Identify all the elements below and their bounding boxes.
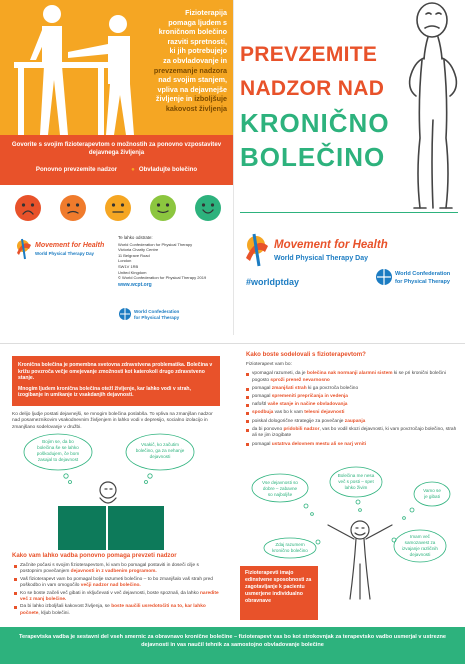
list-emphasis: naredite več z manj bolečine. <box>20 590 219 602</box>
list-emphasis: ustatrva delovnem mestu ali se narj vrniti <box>271 441 367 447</box>
talk-to-physio-box <box>0 135 233 185</box>
contact-line: World Confederation for Physical Therapy <box>118 241 193 247</box>
thought-text: Bolečina me nesa <box>337 473 375 478</box>
intro-line: ki jih potrebujejo <box>169 46 227 56</box>
wcpt-line: for Physical Therapy <box>134 315 180 320</box>
logo-title: Movement for Health <box>35 242 104 249</box>
thought-text: bolečina še se lahko <box>37 445 79 450</box>
physio-work-list <box>246 371 458 450</box>
list-emphasis: boste naučili usredotočiti na to, kar lahko počnete <box>20 604 206 616</box>
front-cover-panel <box>233 0 465 335</box>
contact-line: SW1V 1RB <box>118 263 139 269</box>
wcpt-line: for Physical Therapy <box>395 279 451 285</box>
title-line: BOLEČINO <box>240 142 386 172</box>
list-item <box>246 371 458 384</box>
thought-text: Zdaj razumem <box>275 542 305 547</box>
contact-section <box>0 225 233 335</box>
list-emphasis: spodbuja <box>252 410 274 416</box>
list-emphasis: dejavnosti in z vadbenim programom. <box>70 569 157 575</box>
footer-banner: Terapevtska vadba je sestavni del vseh smernic za obravnavo kronične bolečine – fizioterapevt vas bo kot strokovnjak za terapevtsko vadbo usmerjal v ustrezne dejavnosti in vas naučil tehnik za samostojno obvladovanje bolečine <box>0 627 465 664</box>
list-emphasis: zaupanja <box>344 418 366 424</box>
intro-line: Fizioterapija <box>185 8 227 17</box>
intro-highlight: kakovost življenja <box>165 103 227 113</box>
section-heading: Kako boste sodelovali s fizioterapevtom? <box>246 351 366 358</box>
list-text: pomagal <box>252 441 272 447</box>
thought-text: bolečino, ga za nehanje <box>135 448 185 453</box>
thought-text: Imam več <box>410 534 430 539</box>
thought-text: poškodujem, če bom <box>36 451 80 456</box>
intro-line: vpliva na dejavnejše <box>157 84 227 94</box>
thought-text: Vamo se <box>423 488 441 493</box>
website-link[interactable]: www.wcpt.org <box>118 281 152 288</box>
thought-text: lahko živim <box>344 485 368 490</box>
chronic-pain-info-box <box>12 356 220 406</box>
list-text: poiskal dologorične strategije za povečanje <box>252 418 345 424</box>
list-text: ki ga povzroča bolečino <box>306 385 359 391</box>
talk-to-physio-text: Govorite s svojim fizioterapevtom o možnostih za ponovno vzpostavitev dejavnega življenja <box>11 141 222 156</box>
list-item <box>14 577 222 590</box>
list-item <box>14 591 222 604</box>
thought-text: so najboljše <box>267 492 293 497</box>
intro-line: razviti spretnosti, <box>167 36 227 46</box>
list-item <box>14 563 222 576</box>
list-emphasis: zmanjšati strah <box>271 385 307 391</box>
list-item <box>14 604 222 617</box>
thought-text: Vsakič, ko začutim <box>140 442 180 447</box>
intro-line: pomaga ljudem s <box>168 17 227 27</box>
pain-scale-faces <box>8 193 228 223</box>
list-text: nafoštl <box>252 402 268 408</box>
list-emphasis: vaše stanje in načine obvladovanja <box>267 402 348 408</box>
list-item <box>246 427 458 440</box>
list-text: ki se pri kronični bolečini pogosto <box>252 371 446 383</box>
thought-text: dobre – zabavne <box>262 486 298 491</box>
contact-heading: Te lahko odstrate: <box>118 235 153 240</box>
face-icon <box>105 195 131 221</box>
physio-abilities-box: Fizioterapevti imajo edinstvene sposobnosti za zagotavljanje k pacientu usmerjene individualno obravnave <box>240 566 318 620</box>
intro-highlight: izboljšuje <box>194 94 227 104</box>
body-paragraph: Ko delijo ljudje postati dejavnejši, se mnogim bolečina poslabša. To vpliva na zmanjšan nadzor nad posameznikovim vsakodnevnim življenjem in lahko vodi v depresijo, socialno izolacijo in zmanjšano sodelovanje v družbi. <box>12 412 213 430</box>
info-paragraph: Mnogim ljudem kronična bolečina otežI življenje, kar lahko vodi v strah, izogibanje in umikanje iz vsakdanjih dejavnosti. <box>18 385 191 399</box>
face-icon <box>150 195 176 221</box>
options-row <box>0 166 233 173</box>
list-item <box>246 419 458 426</box>
list-item <box>246 402 458 409</box>
thought-text: kronično bolečino <box>272 548 308 553</box>
list-emphasis: telesni dejavnosti <box>304 410 345 416</box>
list-emphasis: bolečina nak normanji alarmni sistem <box>306 371 393 376</box>
list-text: Vaš fizioterapevt vam bo pomagal bolje razumeti bolečino – to bo zmanjšalo vaš strah pred poškodbo in vam omogočilo <box>20 576 213 589</box>
front-left-panel <box>0 0 233 335</box>
logo-title: Movement for Health <box>274 239 388 251</box>
option-label: Ponovno prevzemite nadzor <box>35 166 118 173</box>
list-item <box>246 386 458 393</box>
bullet-icon: ● <box>131 166 135 173</box>
face-icon <box>60 195 86 221</box>
list-item <box>246 442 458 449</box>
face-icon <box>195 195 221 221</box>
section-intro: Fizioterapevt vam bo: <box>246 362 292 367</box>
wcpt-line: World Confederation <box>134 309 180 314</box>
list-item <box>246 394 458 401</box>
intro-yellow-box <box>0 0 233 135</box>
list-text: pomagal <box>252 385 272 391</box>
thought-text: zasajal to dejavnost <box>37 457 79 462</box>
contact-line: © World Confederation for Physical Therapy 2019 <box>118 275 207 281</box>
hashtag: #worldptday <box>246 277 300 287</box>
cover-title <box>240 38 405 174</box>
movement-for-health-logo <box>14 235 104 263</box>
thought-text: dejavnosti <box>409 552 431 557</box>
list-text: Ko se boste začeli več gibati in vključevati v več dejavnosti, boste spoznali, da lahko <box>20 590 200 596</box>
option-label: Obvladujte bolečino <box>138 166 198 173</box>
list-text: vpomagal razumeti, da je <box>252 371 307 376</box>
intro-text <box>117 8 227 114</box>
option-item <box>127 166 197 173</box>
list-text: pomagal <box>252 393 272 399</box>
intro-line-part: življenje in <box>155 94 193 104</box>
section-heading: Kako vam lahko vadba ponovno pomaga prevzeti nadzor <box>12 552 177 559</box>
thought-text: je gibati <box>424 494 440 499</box>
contact-line: London <box>118 258 132 264</box>
list-emphasis: sproži prenež nevarnosno <box>270 377 330 383</box>
list-emphasis: pridobili nadzor <box>283 426 320 432</box>
wcpt-logo <box>374 262 462 292</box>
list-text: Da bi lahko izboljšali kakovost življenja, se <box>20 604 112 610</box>
thought-bubbles-left <box>10 432 225 552</box>
logo-subtitle: World Physical Therapy Day <box>274 255 369 262</box>
title-line: KRONIČNO <box>240 108 390 138</box>
title-line: PREVZEMITE <box>240 43 378 66</box>
thought-text: izvajanje različnih <box>401 546 439 551</box>
list-item <box>246 410 458 417</box>
thought-text: Bojim se, da bo <box>42 439 74 444</box>
inside-panel <box>0 343 465 664</box>
thought-text: samozavest za <box>404 540 436 545</box>
thought-text: dejavnosti <box>149 454 171 459</box>
thought-text: Vse dejavnosti so <box>261 480 299 485</box>
contact-text <box>118 235 228 288</box>
list-emphasis: spremeniti prepričanja in vedenja <box>271 393 348 399</box>
list-emphasis: večji nadzor nad bolečino. <box>80 583 141 589</box>
list-text: Začnite počasi s svojim fizioterapevtom, ki vam bo pomagal postaviti in doseči cilje s postopnim povečanjem <box>20 563 199 575</box>
list-text: , kljub bolečini. <box>38 610 70 616</box>
list-text: vas bo k vam <box>273 410 305 416</box>
exercise-benefits-list <box>14 563 222 618</box>
contact-line: 11 Belgrave Road <box>118 252 150 258</box>
face-icon <box>15 195 41 221</box>
option-item <box>36 166 117 173</box>
divider-line <box>240 212 458 213</box>
intro-line: za obvladovanje in <box>163 55 227 65</box>
intro-highlight: prevzemanje nadzora <box>153 65 227 75</box>
wcpt-line: World Confederation <box>395 271 451 277</box>
wcpt-logo <box>118 305 188 323</box>
intro-line: kroničnom bolečino <box>158 27 227 37</box>
intro-line <box>117 94 227 104</box>
contact-line: United Kingdom <box>118 269 147 275</box>
list-text: da bi ponovno <box>252 426 284 432</box>
title-line: NADZOR NAD <box>240 77 385 100</box>
contact-line: Victoria Charity Centre <box>118 247 159 253</box>
list-text: , vas bo vodil skozi dejavnosti, ki vam povzročajo bolečino, strah ali se jim izogibate <box>252 426 457 439</box>
movement-for-health-logo <box>242 230 392 272</box>
logo-subtitle: World Physical Therapy Day <box>35 251 94 256</box>
intro-line: nad svojim stanjem, <box>158 75 227 85</box>
info-paragraph: Kronična bolečina je pomembna svetovna zdravstvena problematika. Bolečina v križu povzroča večje omejevanje zmožnosti kot katerokoli drugo zdravstveno stanje. <box>18 362 213 382</box>
thought-text: več s posti – spet <box>338 479 374 484</box>
